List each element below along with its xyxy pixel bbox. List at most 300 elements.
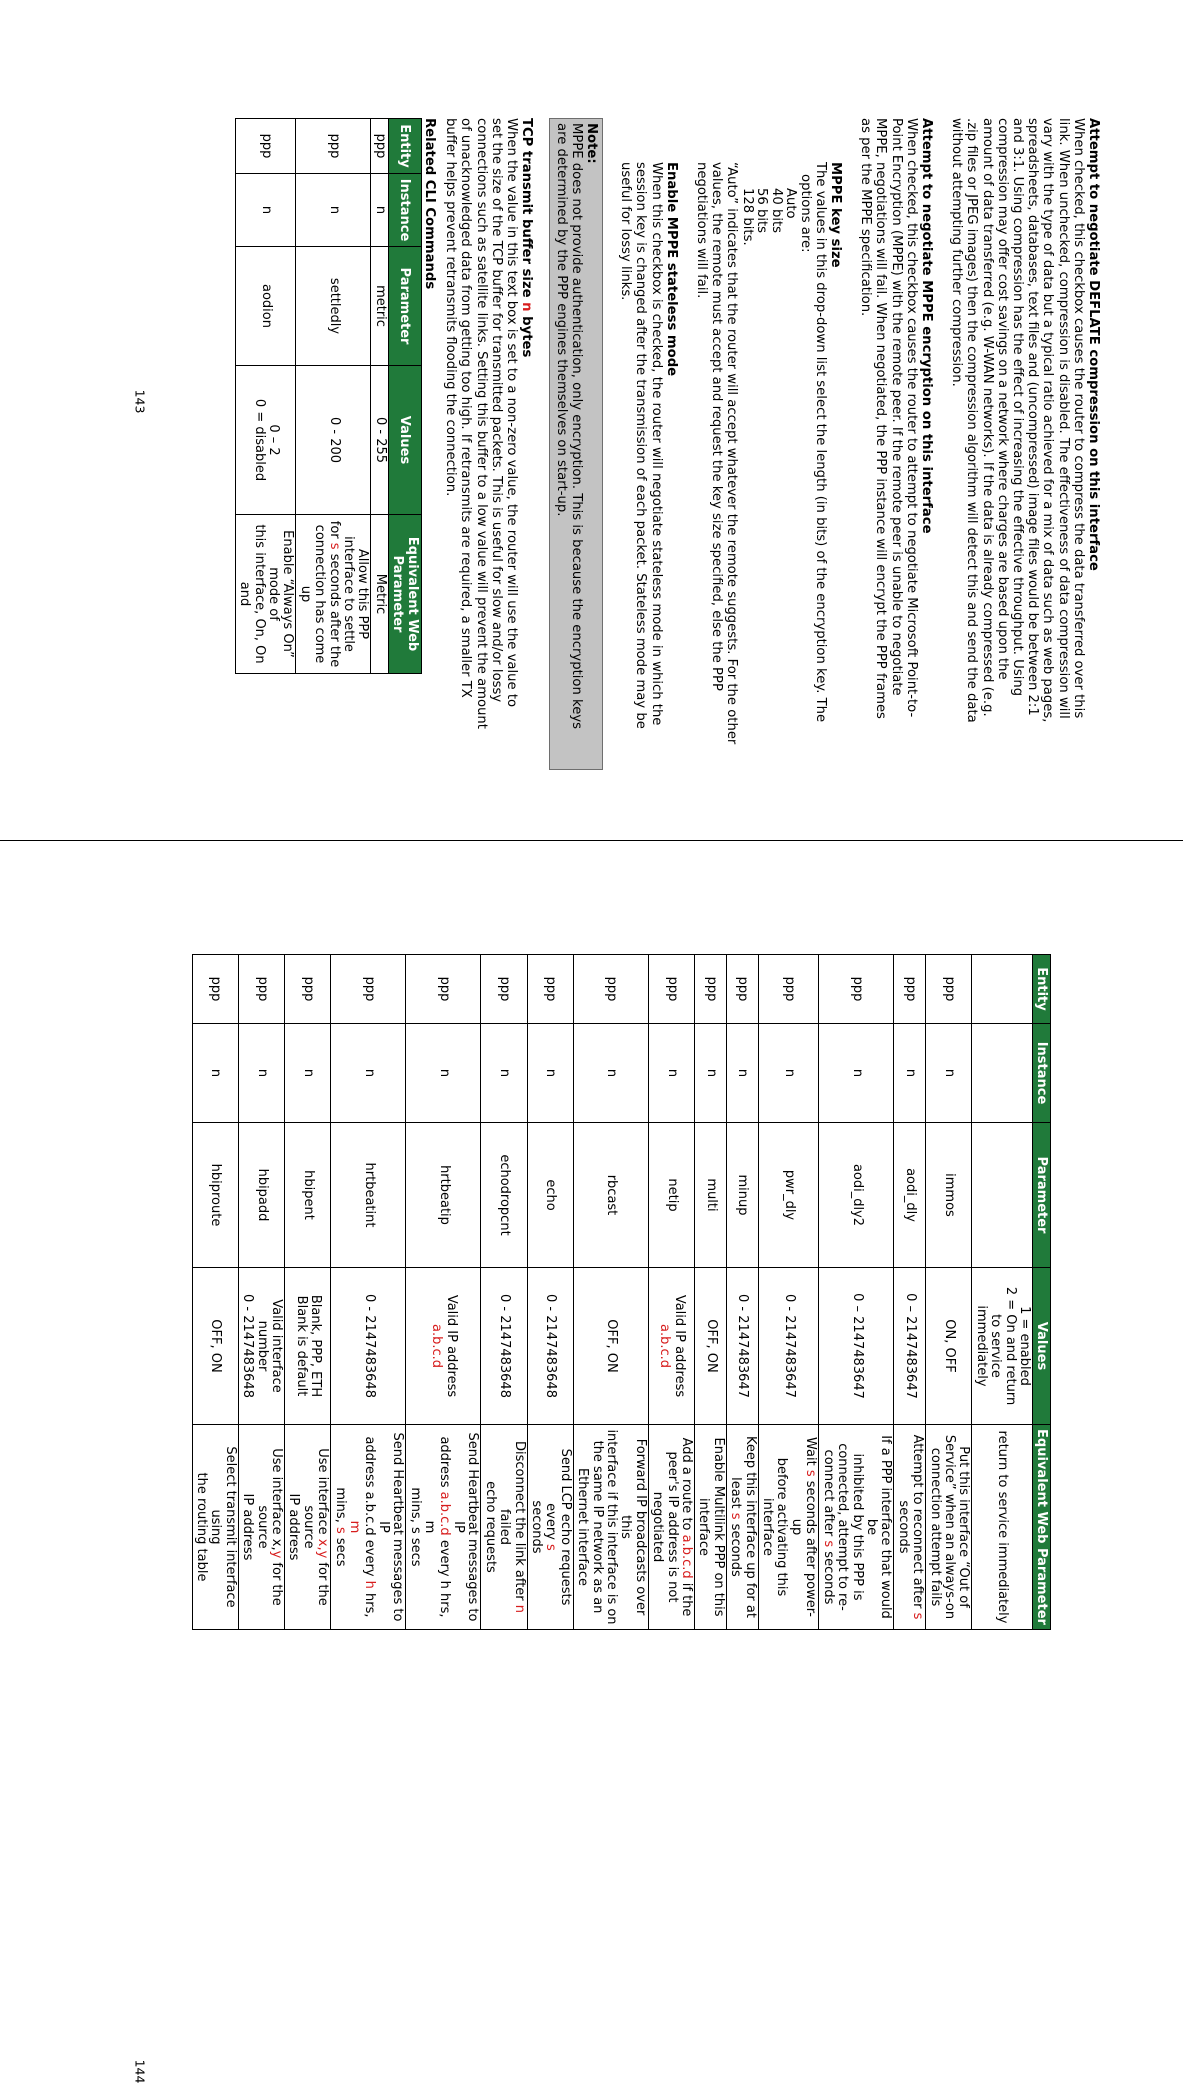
cell-entity: ppp (726, 955, 758, 1024)
web-text: address (436, 1436, 452, 1492)
web-line (664, 1429, 678, 1625)
page-144-content (0, 842, 1183, 1683)
cell-entity: ppp (758, 955, 819, 1024)
web-text: connection attempt fails (927, 1447, 943, 1607)
web-text: hrs, (361, 1588, 377, 1618)
web-line: Allow this PPP interface to settle (341, 536, 371, 652)
value-line: 0 – 2147483647 (849, 1293, 865, 1399)
web-text: Enable Multilink PPP on this (710, 1437, 726, 1617)
cell-entity: ppp (331, 955, 406, 1024)
cell-web (819, 1425, 894, 1630)
web-variable: n (511, 1604, 527, 1614)
web-text: return to service immediately (995, 1430, 1011, 1624)
deflate-heading: Attempt to negotiate DEFLATE compression on this interface (1086, 118, 1101, 571)
table-row (371, 119, 388, 674)
web-text: secs (332, 1533, 348, 1567)
cell-parameter: settledly (296, 247, 371, 366)
auto-line: values, the remote must accept and request the key size specified, else the PPP (709, 162, 725, 691)
table-row (296, 119, 371, 674)
cell-parameter: multi (695, 1123, 727, 1268)
table-row (238, 955, 284, 1630)
header-web-parameter: Equivalent Web Parameter (1033, 1425, 1051, 1630)
cell-web (894, 1425, 926, 1630)
web-line (789, 1429, 818, 1625)
key-size-options (739, 118, 797, 801)
value-line: Blank is default (293, 1295, 309, 1397)
cell-parameter: rbcast (573, 1123, 648, 1268)
tcp-line: set the size of the TCP buffer for transmitted packets. This is useful for slow and/or lossy (488, 118, 504, 703)
web-text: Disconnect the link after (511, 1440, 527, 1605)
table-row (406, 955, 481, 1630)
web-line (482, 1429, 496, 1625)
cell-entity (972, 955, 1033, 1024)
cell-parameter: hbipent (285, 1123, 331, 1268)
mppe-stateless-description (618, 118, 664, 801)
cell-values (972, 1268, 1033, 1425)
web-text: failed (497, 1508, 513, 1546)
web-line (895, 1429, 909, 1625)
web-variable: a.b.c.d (679, 1534, 695, 1579)
web-variable: s (326, 542, 342, 550)
value-line: 0 - 2147483647 (781, 1294, 797, 1398)
web-variable: h (361, 1580, 377, 1589)
value-line: Blank, PPP, ETH (308, 1294, 324, 1398)
cell-entity: ppp (235, 119, 296, 174)
value-line: OFF, ON (208, 1319, 224, 1373)
table-header-row (1033, 955, 1051, 1630)
value-line: immediately (973, 1305, 989, 1387)
cell-instance: n (371, 174, 388, 247)
cell-instance: n (331, 1024, 406, 1123)
table-row (235, 119, 296, 674)
web-line (240, 1429, 254, 1625)
header-parameter: Parameter (1033, 1123, 1051, 1268)
tcp-heading-variable: n (519, 302, 535, 312)
cell-values (726, 1268, 758, 1425)
web-text: interface if this interface is on (604, 1429, 620, 1625)
deflate-line: .zip files or JPEG images) then the compression algorithm will detect this and send the data (964, 118, 980, 723)
table-row (926, 955, 972, 1630)
web-variable: s (332, 1526, 348, 1534)
key-size-line: The values in this drop-down list select the length (in bits) of the encryption key. The (812, 162, 828, 723)
mppe-line: Point Encryption (MPPE) with the remote peer. If the remote peer is unable to negotiate (888, 118, 904, 696)
web-line: this interface, On, On and (237, 524, 267, 664)
web-text: Service” when an always-on (941, 1434, 957, 1620)
web-line (529, 1429, 543, 1625)
web-text: connect after (820, 1449, 836, 1541)
web-text: seconds (728, 1519, 744, 1577)
cell-values (331, 1268, 406, 1425)
web-line (849, 1429, 863, 1625)
cell-instance: n (819, 1024, 894, 1123)
web-line (956, 1429, 970, 1625)
cli-table-144 (192, 954, 1051, 1630)
cell-instance: n (926, 1024, 972, 1123)
cell-parameter: minup (726, 1123, 758, 1268)
page-number: 144 (132, 2059, 148, 2083)
web-text: connected, attempt to re- (835, 1443, 851, 1611)
table-row (972, 955, 1033, 1630)
cell-values (238, 1268, 284, 1425)
value-line: 0 - 2147483648 (240, 1294, 256, 1398)
web-text: seconds (820, 1547, 836, 1605)
web-text: negotiated (650, 1491, 666, 1563)
key-size-option: 40 bits (768, 188, 784, 234)
web-text: Wait (803, 1437, 819, 1470)
web-line (835, 1429, 849, 1625)
cell-web (972, 1425, 1033, 1630)
cell-parameter (972, 1123, 1033, 1268)
cell-instance: n (527, 1024, 573, 1123)
web-text: seconds (529, 1500, 544, 1554)
web-line (589, 1429, 603, 1625)
web-variable: s (910, 1612, 926, 1620)
web-line (618, 1429, 647, 1625)
web-text: IP address (240, 1493, 256, 1561)
cell-values: 0 - 255 (371, 366, 388, 515)
value-line: ON, OFF (941, 1319, 957, 1373)
cell-parameter: hbiproute (192, 1123, 238, 1268)
mppe-key-size-description (797, 118, 827, 801)
web-text: for the source (300, 1505, 331, 1606)
web-line (910, 1429, 924, 1625)
cell-instance: n (406, 1024, 481, 1123)
web-line (347, 1429, 376, 1625)
key-size-line: options are: (797, 174, 813, 253)
web-line (927, 1429, 941, 1625)
table-row (192, 955, 238, 1630)
value-line: 0 - 2147483648 (543, 1294, 559, 1398)
cli-table-144-body (192, 955, 1032, 1630)
tcp-heading-suffix: bytes (519, 311, 535, 358)
mppe-heading: Attempt to negotiate MPPE encryption on this interface (918, 118, 934, 534)
cell-web: Metric (371, 515, 388, 674)
page-143-content (0, 0, 1183, 841)
mppe-stateless-heading: Enable MPPE stateless mode (663, 162, 679, 377)
web-line (208, 1429, 237, 1625)
header-web-parameter: Equivalent Web Parameter (388, 515, 421, 674)
cell-web (573, 1425, 648, 1630)
page-144 (0, 842, 1183, 2083)
value-line: 1 = enabled (1017, 1306, 1032, 1386)
deflate-line: When checked, this checkbox causes the router to compress the data transferred over this (1070, 118, 1086, 719)
cell-web (285, 1425, 331, 1630)
web-text: Use interface (315, 1448, 331, 1539)
related-cli-title: Related CLI Commands (422, 118, 438, 290)
cell-parameter: echodropcnt (481, 1123, 527, 1268)
web-line (710, 1429, 724, 1625)
cell-values (894, 1268, 926, 1425)
cell-web (406, 1425, 481, 1630)
web-text: Send LCP echo requests every (543, 1448, 573, 1606)
cell-instance: n (573, 1024, 648, 1123)
table-row (527, 955, 573, 1630)
cell-parameter: aodi_dly (894, 1123, 926, 1268)
cell-parameter: pwr_dly (758, 1123, 819, 1268)
web-line (575, 1429, 589, 1625)
key-size-option: Auto (783, 188, 799, 219)
cell-values (573, 1268, 648, 1425)
table-row (819, 955, 894, 1630)
page-143 (0, 0, 1183, 841)
header-entity: Entity (1033, 955, 1051, 1024)
web-text: address a.b.c.d every (361, 1436, 377, 1581)
web-text: IP address (286, 1493, 302, 1561)
cell-web (235, 515, 296, 674)
web-variable: m (347, 1520, 363, 1534)
cell-instance: n (894, 1024, 926, 1123)
web-text: inhibited by this PPP is (849, 1453, 865, 1601)
deflate-line: compression may offer cost savings on a network where charges are based upon the (994, 118, 1010, 680)
cell-web (758, 1425, 819, 1630)
cell-values (527, 1268, 573, 1425)
web-text: Add a route to (679, 1437, 695, 1535)
web-line (696, 1429, 710, 1625)
cell-parameter: metric (371, 247, 388, 366)
cell-instance (972, 1024, 1033, 1123)
stateless-line: useful for lossy links. (618, 162, 634, 301)
web-line (407, 1429, 421, 1625)
web-line (451, 1429, 480, 1625)
cli-table-143 (235, 118, 422, 674)
deflate-line: without attempting further compression. (949, 118, 965, 387)
cell-values (481, 1268, 527, 1425)
table-row (726, 955, 758, 1630)
cell-parameter: netip (648, 1123, 694, 1268)
mppe-key-size-heading: MPPE key size (827, 162, 843, 268)
cell-instance: n (235, 174, 296, 247)
cell-values (926, 1268, 972, 1425)
web-line (332, 1429, 346, 1625)
cell-instance: n (285, 1024, 331, 1123)
web-variable: s (803, 1469, 819, 1477)
value-line: Valid IP address (671, 1294, 687, 1398)
cell-web (238, 1425, 284, 1630)
web-text: Use interface x, (269, 1448, 285, 1551)
web-line (728, 1429, 742, 1625)
web-line (820, 1429, 834, 1625)
tcp-buffer-description (443, 118, 519, 801)
mppe-line: When checked, this checkbox causes the router to attempt to negotiate Microsoft Point-to- (903, 118, 919, 718)
cell-instance: n (695, 1024, 727, 1123)
cell-entity: ppp (695, 955, 727, 1024)
web-text: Send Heartbeat messages to IP (450, 1432, 481, 1622)
web-line (286, 1429, 300, 1625)
web-line (604, 1429, 618, 1625)
web-line (942, 1429, 956, 1625)
value-line: 0 - 2147483648 (361, 1294, 377, 1398)
header-instance: Instance (388, 174, 421, 247)
tcp-heading-prefix: TCP transmit buffer size (519, 118, 535, 303)
value-line: 0 = disabled (251, 398, 267, 482)
table-row (758, 955, 819, 1630)
web-line: Enable “Always On” mode of (266, 530, 296, 658)
web-line (194, 1429, 208, 1625)
deflate-line: vary with the type of data but a typical ratio achieved for a mix of data such as web pages, (1040, 118, 1056, 723)
cell-instance: n (481, 1024, 527, 1123)
web-variable: s (728, 1512, 744, 1520)
web-line (254, 1429, 283, 1625)
table-row (894, 955, 926, 1630)
value-line: to service (988, 1314, 1004, 1378)
web-line (376, 1429, 405, 1625)
cell-entity: ppp (819, 955, 894, 1024)
web-line (301, 1429, 330, 1625)
web-line (650, 1429, 664, 1625)
value-line: OFF, ON (604, 1319, 620, 1373)
web-text: before activating this interface (760, 1457, 790, 1597)
key-size-option: 128 bits. (739, 188, 755, 246)
tcp-line: When the value in this text box is set to a non-zero value, the router will use the value to (504, 118, 520, 708)
cell-web (192, 1425, 238, 1630)
cell-entity: ppp (406, 955, 481, 1024)
value-line: OFF, ON (703, 1319, 719, 1373)
deflate-line: link. When unchecked, compression is disabled. The effectiveness of data compression will (1055, 118, 1071, 719)
note-line: are determined by the PPP engines themselves on start-up. (553, 123, 569, 517)
value-line: a.b.c.d (429, 1323, 445, 1368)
web-line (497, 1429, 526, 1625)
web-text: every h hrs, m (422, 1520, 452, 1618)
cell-parameter: aodi_dly2 (819, 1123, 894, 1268)
cell-entity: ppp (481, 955, 527, 1024)
value-line: number (254, 1320, 270, 1372)
web-text: seconds (895, 1500, 911, 1554)
cell-values (406, 1268, 481, 1425)
note-heading: Note: (583, 123, 599, 164)
web-line (679, 1429, 693, 1625)
cell-parameter: hbipadd (238, 1123, 284, 1268)
cell-entity: ppp (926, 955, 972, 1024)
web-text: Keep this interface up for at (742, 1436, 758, 1618)
value-line: 0 – 2 (266, 424, 282, 456)
header-values: Values (1033, 1268, 1051, 1425)
value-line: 0 - 2147483648 (497, 1294, 513, 1398)
deflate-line: amount of data transferred (e.g. W-WAN networks). If the data is already compressed (e.g. (979, 118, 995, 717)
value-line: Valid IP address (443, 1294, 459, 1398)
page-number: 143 (132, 389, 148, 414)
tcp-line: connections such as satellite links. Setting this buffer to a low value will prevent the amount (473, 118, 489, 729)
header-entity: Entity (388, 119, 421, 174)
web-text: Forward IP broadcasts over this (618, 1438, 648, 1616)
web-line (326, 519, 340, 669)
value-line: Valid interface (269, 1299, 285, 1393)
cell-entity: ppp (296, 119, 371, 174)
cell-instance: n (238, 1024, 284, 1123)
stateless-line: session key is changed after the transmission of each packet. Stateless mode may be (633, 162, 649, 729)
web-text: mins, (332, 1487, 348, 1527)
deflate-line: spreadsheets, databases, text files and (uncompressed) image files would be between 2:1 (1025, 118, 1041, 716)
deflate-line: and 3:1. Using compression has the effect of increasing the effective throughput. Using (1009, 118, 1025, 697)
web-line (543, 1429, 572, 1625)
web-text: peer's IP address is not (664, 1451, 680, 1603)
cell-values (235, 366, 296, 515)
cell-instance: n (192, 1024, 238, 1123)
note-line: MPPE does not provide authentication, only encryption. This is because the encryption keys (568, 123, 584, 730)
web-text: echo requests (482, 1481, 498, 1573)
web-text: if the (679, 1578, 695, 1617)
auto-line: negotiations will fail. (693, 162, 709, 299)
cell-web (695, 1425, 727, 1630)
auto-line: “Auto” indicates that the router will accept whatever the remote suggests. For the other (724, 162, 740, 745)
cell-entity: ppp (527, 955, 573, 1024)
value-line: 0 - 2147483647 (735, 1294, 751, 1398)
value-line: a.b.c.d (657, 1323, 673, 1368)
cell-instance: n (758, 1024, 819, 1123)
web-text: the same IP network as an (589, 1440, 605, 1614)
tcp-buffer-heading (519, 118, 534, 801)
table-row (695, 955, 727, 1630)
web-line (760, 1429, 789, 1625)
cell-entity: ppp (894, 955, 926, 1024)
web-line: connection has come up (297, 524, 328, 664)
web-line (864, 1429, 893, 1625)
web-variable: a.b.c.d (436, 1491, 452, 1536)
web-text: for (326, 520, 342, 543)
web-text: mins, s secs (407, 1487, 423, 1567)
cell-web (296, 515, 371, 674)
cell-web (926, 1425, 972, 1630)
cell-entity: ppp (573, 955, 648, 1024)
cell-values (758, 1268, 819, 1425)
header-instance: Instance (1033, 1024, 1051, 1123)
mppe-line: as per the MPPE specification. (858, 118, 874, 317)
web-text: for the source (254, 1505, 285, 1606)
cell-web (481, 1425, 527, 1630)
cell-entity: ppp (648, 955, 694, 1024)
web-text: Ethernet interface (575, 1467, 591, 1587)
cell-parameter: hrtbeatip (406, 1123, 481, 1268)
table-header-row (388, 119, 421, 674)
cell-values (695, 1268, 727, 1425)
web-text: least (728, 1477, 744, 1513)
web-text: seconds after the (326, 549, 342, 668)
key-size-auto-description (694, 118, 740, 801)
header-values: Values (388, 366, 421, 515)
web-text: Send Heartbeat messages to IP (375, 1432, 406, 1622)
cell-entity: ppp (238, 955, 284, 1024)
cell-instance: n (648, 1024, 694, 1123)
tcp-line: of unacknowledged data from getting too high. If retransmits are required, a smaller TX (458, 118, 474, 698)
cell-web (648, 1425, 694, 1630)
mppe-description (858, 118, 919, 801)
cell-web (331, 1425, 406, 1630)
cell-web (726, 1425, 758, 1630)
web-variable: x,y (315, 1538, 331, 1559)
cell-web (527, 1425, 573, 1630)
header-parameter: Parameter (388, 247, 421, 366)
web-text: Select transmit interface using (208, 1446, 238, 1608)
deflate-description (949, 118, 1086, 801)
cell-instance: n (296, 174, 371, 247)
table-row (285, 955, 331, 1630)
web-text: Put this interface “Out of (956, 1446, 972, 1608)
cell-instance: n (726, 1024, 758, 1123)
tcp-line: buffer helps prevent retransmits flooding the connection. (443, 118, 459, 497)
cell-values (648, 1268, 694, 1425)
table-row (481, 955, 527, 1630)
web-line (995, 1429, 1009, 1625)
web-variable: y (269, 1550, 285, 1559)
cell-entity: ppp (285, 955, 331, 1024)
web-text: interface (696, 1498, 712, 1556)
value-line: 0 – 2147483647 (902, 1293, 918, 1399)
cell-values (192, 1268, 238, 1425)
value-line: 2 = On and return (1002, 1286, 1018, 1406)
cell-values (285, 1268, 331, 1425)
mppe-line: MPPE, negotiations will fail. When negotiated, the PPP instance will encrypt the PPP frames (873, 118, 889, 719)
cell-parameter: echo (527, 1123, 573, 1268)
table-row (573, 955, 648, 1630)
